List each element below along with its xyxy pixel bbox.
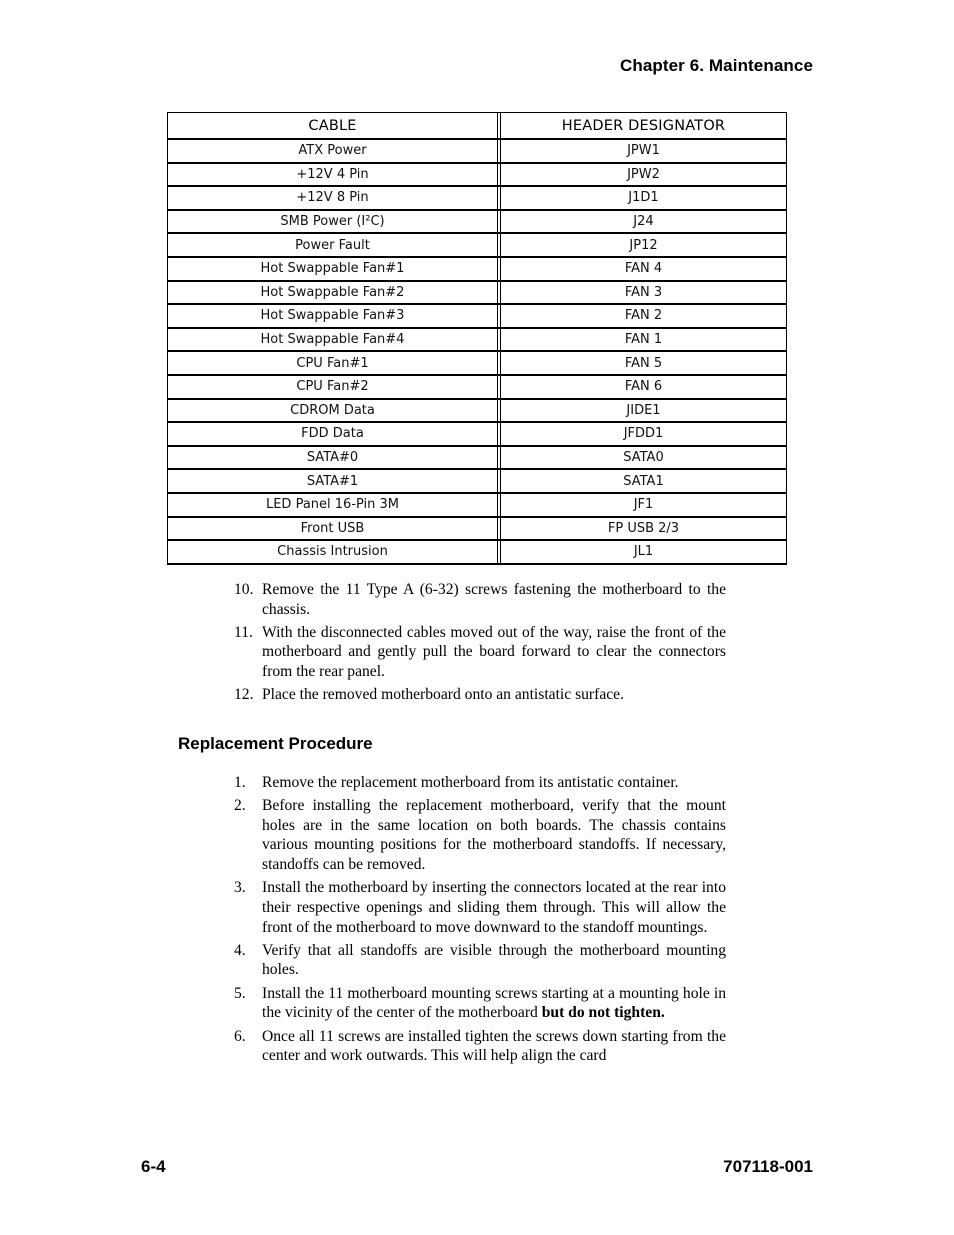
list-item	[234, 773, 726, 793]
cable-cell: SATA#0	[168, 447, 498, 471]
header-designator-cell: J24	[501, 211, 787, 235]
table-row	[168, 470, 787, 494]
list-item-number: 10.	[234, 581, 254, 598]
table-row	[168, 541, 787, 565]
header-designator-cell: JPW2	[501, 164, 787, 188]
cable-cell: +12V 8 Pin	[168, 187, 498, 211]
cable-cell: SMB Power (I²C)	[168, 211, 498, 235]
cable-cell: Hot Swappable Fan#4	[168, 329, 498, 353]
table-row	[168, 423, 787, 447]
table-row	[168, 329, 787, 353]
removal-steps-list	[234, 580, 726, 709]
list-item-text: Place the removed motherboard onto an antistatic surface.	[262, 686, 624, 704]
header-designator-cell: JPW1	[501, 140, 787, 164]
list-item	[234, 580, 726, 619]
list-item-text: With the disconnected cables moved out of the way, raise the front of the motherboard and gently pull the board forward to clear the connectors from the rear panel.	[262, 623, 726, 681]
list-item-text: Remove the 11 Type A (6-32) screws fastening the motherboard to the chassis.	[262, 581, 726, 618]
section-heading: Replacement Procedure	[178, 734, 373, 753]
list-item	[234, 941, 726, 980]
table-row	[168, 234, 787, 258]
list-item-text: Once all 11 screws are installed tighten the screws down starting from the center and work outwards. This will help align the card	[262, 1027, 726, 1065]
header-designator-cell: FP USB 2/3	[501, 518, 787, 542]
cable-cell: +12V 4 Pin	[168, 164, 498, 188]
table-header-row	[168, 113, 787, 140]
cable-cell: Hot Swappable Fan#2	[168, 282, 498, 306]
cable-cell: CDROM Data	[168, 400, 498, 424]
list-item-number: 11.	[234, 623, 253, 641]
cable-cell: FDD Data	[168, 423, 498, 447]
page-number: 6-4	[141, 1157, 166, 1176]
cable-header-table	[167, 112, 787, 565]
table-row	[168, 494, 787, 518]
list-item-number: 1.	[234, 774, 246, 791]
table-row	[168, 400, 787, 424]
cable-cell: SATA#1	[168, 470, 498, 494]
table-row	[168, 164, 787, 188]
list-item-text: Install the 11 motherboard mounting screws starting at a mounting hole in the vicinity of the center of the motherboard	[262, 984, 726, 1022]
list-item	[234, 796, 726, 874]
table-row	[168, 187, 787, 211]
header-designator-cell: JP12	[501, 234, 787, 258]
replacement-steps-list	[234, 773, 726, 1069]
header-designator-cell: FAN 4	[501, 258, 787, 282]
list-item-text: Remove the replacement motherboard from its antistatic container.	[262, 774, 679, 791]
table-row	[168, 282, 787, 306]
column-header-cable: CABLE	[168, 113, 498, 140]
cable-cell: CPU Fan#1	[168, 352, 498, 376]
header-designator-cell: JFDD1	[501, 423, 787, 447]
header-designator-cell: JIDE1	[501, 400, 787, 424]
cable-cell: Hot Swappable Fan#1	[168, 258, 498, 282]
list-item	[234, 984, 726, 1023]
document-number: 707118-001	[723, 1157, 813, 1176]
table-row	[168, 376, 787, 400]
header-designator-cell: FAN 1	[501, 329, 787, 353]
list-item	[234, 623, 726, 682]
list-item-text: Before installing the replacement motherboard, verify that the mount holes are in the same location on both boards. The chassis contains various mounting positions for the motherboard standoffs. If necessary, standoffs can be removed.	[262, 797, 726, 874]
list-item-number: 3.	[234, 879, 246, 897]
header-designator-cell: SATA1	[501, 470, 787, 494]
table-row	[168, 258, 787, 282]
chapter-header: Chapter 6. Maintenance	[619, 56, 813, 75]
list-item	[234, 878, 726, 937]
table-row	[168, 518, 787, 542]
header-designator-cell: FAN 6	[501, 376, 787, 400]
list-item	[234, 1027, 726, 1066]
cable-cell: ATX Power	[168, 140, 498, 164]
list-item-number: 6.	[234, 1027, 246, 1045]
header-designator-cell: JF1	[501, 494, 787, 518]
list-item-text: Install the motherboard by inserting the connectors located at the rear into their respective openings and sliding them through. This will allow the front of the motherboard to move downward to the standoff mountings.	[262, 879, 726, 936]
cable-cell: CPU Fan#2	[168, 376, 498, 400]
header-designator-cell: J1D1	[501, 187, 787, 211]
header-designator-cell: JL1	[501, 541, 787, 565]
header-designator-cell: FAN 3	[501, 282, 787, 306]
list-item-number: 4.	[234, 941, 246, 959]
header-designator-cell: FAN 5	[501, 352, 787, 376]
cable-cell: Front USB	[168, 518, 498, 542]
cable-cell: Chassis Intrusion	[168, 541, 498, 565]
cable-cell: Hot Swappable Fan#3	[168, 305, 498, 329]
table-row	[168, 305, 787, 329]
table-row	[168, 447, 787, 471]
list-item-number: 5.	[234, 984, 246, 1002]
list-item-number: 12.	[234, 686, 254, 704]
list-item-number: 2.	[234, 797, 246, 815]
table-row	[168, 352, 787, 376]
header-designator-cell: SATA0	[501, 447, 787, 471]
table-row	[168, 211, 787, 235]
table-row	[168, 140, 787, 164]
list-item-emphasis: but do not tighten.	[541, 1004, 665, 1022]
cable-cell: Power Fault	[168, 234, 498, 258]
cable-cell: LED Panel 16-Pin 3M	[168, 494, 498, 518]
list-item	[234, 685, 726, 705]
header-designator-cell: FAN 2	[501, 305, 787, 329]
list-item-text: Verify that all standoffs are visible through the motherboard mounting holes.	[262, 941, 726, 979]
column-header-designator: HEADER DESIGNATOR	[501, 113, 787, 140]
table-body	[168, 140, 787, 565]
